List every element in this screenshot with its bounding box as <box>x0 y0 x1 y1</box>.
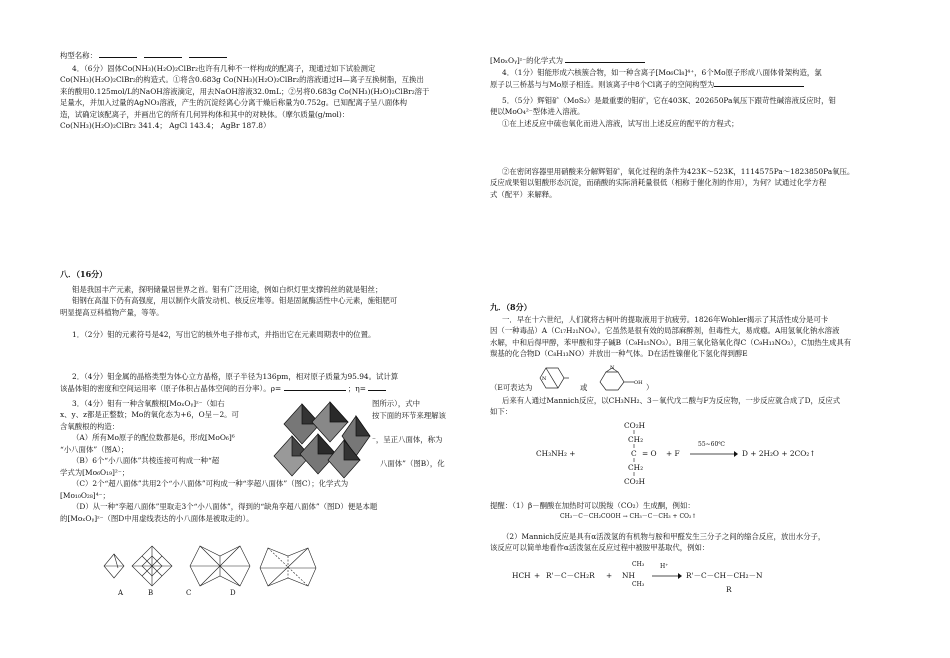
section-9-para-1 <box>490 314 890 360</box>
figure-label-c: C <box>186 589 192 597</box>
hint-2 <box>490 531 890 554</box>
formula-line <box>490 54 890 66</box>
rxn1-product: D + 2H₂O + 2CO₂↑ <box>742 449 816 458</box>
q3-line: x、y、z都是正整数；Mo的氧化态为+6，O呈－2。可 <box>60 410 239 420</box>
eta-blank <box>368 382 386 391</box>
r4-line: 4．（1分）钼能形成六核簇合物，如一种含离子[Mo₆Cl₈]⁴⁺，6个Mo原子形成八面体骨架构造，氯 <box>502 68 822 77</box>
answer-blank <box>99 49 137 58</box>
q4-line: 造，试确定该配离子，并画出它的所有几何异构体和其中的对映体。（摩尔质量(g/mol)： <box>60 109 350 119</box>
answer-blank <box>189 49 227 58</box>
section-8-title: 八．（16分） <box>60 269 108 279</box>
section-9-para-2 <box>490 395 890 418</box>
rxn1-carbonyl-o: = O <box>642 449 657 458</box>
r5-line: 5．（5分）辉钼矿（MoS₂）是最重要的钼矿，它在403K、202650Pa氧压下跟苛性碱溶液反应时，钼 <box>502 96 836 105</box>
s9-or: 或 <box>580 383 588 392</box>
q3-line: [Mo₁₀O₂₈]⁴⁻； <box>60 490 110 500</box>
figure-label-b: B <box>148 589 154 597</box>
rxn1-methylamine: CH₃NH₂ + <box>536 449 576 458</box>
q3-line: （A）所有Mo原子的配位数都是6，形成[MoO₆]⁶ <box>72 433 235 443</box>
q2-line: 2．（4分）钼金属的晶格类型为体心立方晶格，原子半径为136pm，相对原子质量为95.94。试计算 <box>72 372 399 381</box>
hint-1: 提醒：（1）β－酮酸在加热时可以脱羧（CO₂）生成酮，例如： <box>490 501 695 510</box>
rxn1-arrow-icon <box>690 450 738 458</box>
q3-line: （C）2个“超八面体”共用2个“小八面体”可构成一种“孪超八面体”（图C）；化学式为 <box>72 479 349 489</box>
q4-line: Co(NH₃)(H₂O)₂ClBr₂ 341.4； AgCl 143.4； AgBr 187.8） <box>60 121 271 131</box>
q3-line: 含氧酸根的构造： <box>60 421 120 431</box>
intro-line: 明显提高豆科植物产量，等等。 <box>60 307 164 317</box>
s9-line: 如下： <box>490 407 513 417</box>
intro-line: 钼是我国丰产元素，探明储量居世界之首。钼有广泛用途，例如白炽灯里支撑钨丝的就是钼丝； <box>72 285 383 294</box>
hint-2-line: 该反应可以简单地看作α活泼氢在反应过程中被胺甲基取代，例如： <box>490 543 710 553</box>
question-r4 <box>490 67 890 91</box>
rxn1-co2h-top: CO₂H <box>624 421 646 430</box>
svg-text:N: N <box>542 376 547 382</box>
intro-line: 钼钢在高温下仍有高强度，用以制作火箭发动机、核反应堆等。钼是固氮酶活性中心元素，施钼肥可 <box>72 296 398 306</box>
rxn3-catalyst: H⁺ <box>660 563 669 570</box>
section-8-q1: 1．（2分）钼的元素符号是42，写出它的核外电子排布式，并指出它在元素周期表中的位置。 <box>72 330 376 339</box>
rxn3-plus: + <box>534 571 541 580</box>
config-blank <box>714 78 804 87</box>
q3-line: （D）从一种“孪超八面体”里取走3个“小八面体”，得到的“缺角孪超八面体”（图D）便是本题 <box>72 502 378 512</box>
rxn3-plus: + <box>606 571 613 580</box>
r5-line: ①在上述反应中硫也氧化而进入溶液，试写出上述反应的配平的方程式； <box>502 118 739 128</box>
question-r5 <box>490 95 890 129</box>
question-4 <box>60 63 460 132</box>
q3-line: （B）6个“小八面体”共棱连接可构成一种“超 <box>72 456 220 466</box>
rxn1-co2h-bottom: CO₂H <box>624 477 646 486</box>
figure-label-d: D <box>230 589 236 597</box>
formula-blank <box>565 54 645 63</box>
hint-2-line: （2）Mannich反应是具有α活泼氢的有机物与胺和甲醛发生三分子之间的缩合反应，放出水分子， <box>502 532 826 541</box>
structure-name-label: 构型名称： <box>60 51 97 60</box>
s9-e-end: ） <box>646 383 654 392</box>
s9-line: 后来有人通过Mannich反应，以CH₃NH₂、3－氧代戊二酸与F为反应物，一步反应就合成了D，反应式 <box>502 396 841 405</box>
formula-label: [MoₓOᵧ]ᶻ⁻的化学式为 <box>490 56 564 65</box>
decarboxylation-reaction: CH₃－C－CH₂COOH → CH₃－C－CH₃ + CO₂↑ <box>560 513 697 520</box>
q3-line: 3．（4分）钼有一种含氧酸根[MoₓOᵧ]ᶻ⁻（如右 <box>72 399 225 408</box>
q3-right-fragment: 八面体”（图B），化 <box>380 459 445 468</box>
r5-2-line: 反应成果钼以钼酸形态沉淀，而硝酸的实际消耗量很低（相称于催化剂的作用），为何？试通过化学方程 <box>490 178 827 188</box>
answer-blank <box>144 49 182 58</box>
q2-eta-label: ；η= <box>347 384 366 394</box>
q3-line: 学式为[Mo₆O₁₉]²⁻； <box>60 467 130 477</box>
rxn1-plus-f: + F <box>666 449 680 458</box>
section-9-title: 九．（8分） <box>490 302 532 312</box>
q4-line: 足量水，并加入过量的AgNO₃溶液，产生的沉淀经离心分离干燥后称量为0.752g。已知配离子呈八面体构 <box>60 98 408 108</box>
rxn3-formaldehyde: HCH <box>512 571 531 580</box>
r5-2-line: 式（配平）来解释。 <box>490 189 557 199</box>
s9-e-label: （E可表达为 <box>490 383 533 392</box>
tropanol-structure-1 <box>536 364 570 392</box>
q3-line: “小八面体”（图A）； <box>60 444 129 454</box>
svg-text:N: N <box>610 365 615 371</box>
rxn1-condition: 55~60℃ <box>698 441 726 448</box>
rxn1-carbonyl-c: C <box>631 449 637 458</box>
section-8-q2 <box>60 371 460 395</box>
rxn3-methyl: CH₃ <box>632 561 645 568</box>
r4-line: 原子以三桥基与与Mo原子相连。则该离子中8个Cl离子的空间构型为 <box>490 80 715 90</box>
s9-line: 水解，中和后得甲醇，苯甲酸和芽子碱B（C₉H₁₅NO₃）。B用三氧化铬氧化得C（C₉H₁₃NO₃），C加热生成具有 <box>490 337 852 347</box>
rxn3-r-substituent: R <box>726 585 732 594</box>
q3-right-fragment: 按下面的环节来理解该 <box>372 411 446 420</box>
s9-line: 羰基的化合物D（C₈H₁₃NO）并放出一种气体。D在活性镍催化下氢化得到醇E <box>490 349 748 359</box>
figure-label-a: A <box>118 589 124 597</box>
octahedra-cluster-figure <box>272 396 372 481</box>
rxn1-ch2-bottom: CH₂ <box>628 463 644 472</box>
q4-line: 4．（6分）固体Co(NH₃)(H₂O)₂ClBr₂也许有几种不一样构成的配离子，现通过如下试验测定 <box>72 64 376 73</box>
rxn3-methyl: CH₃ <box>632 581 645 588</box>
r5-line: 便以MoO₄²⁻型体进入溶液。 <box>490 107 585 117</box>
density-blank <box>284 382 346 391</box>
rxn3-product: R'－C－CH－CH₂－N <box>686 571 763 580</box>
mannich-reaction-1 <box>490 420 890 492</box>
mannich-reaction-example <box>490 558 890 598</box>
r5-2-line: ②在密闭容器里用硝酸来分解辉钼矿，氧化过程的条件为423K～523K，1114575Pa～1823850Pa氧压。 <box>502 167 855 176</box>
octahedra-figures-abcd <box>100 540 320 592</box>
tropanol-structure-2 <box>594 364 644 392</box>
q2-line: 该晶体钼的密度和空间运用率（原子体积占晶体空间的百分率）。ρ= <box>60 384 282 394</box>
section-8-intro <box>60 284 460 318</box>
svg-text:OH: OH <box>634 380 643 386</box>
q4-line: 来的酸用0.125mol/L的NaOH溶液滴定，用去NaOH溶液32.0mL；②另将0.683g Co(NH₃)(H₂O)₂ClBr₂溶于 <box>60 86 430 96</box>
rxn3-ketone: R'－C－CH₂R <box>546 571 595 580</box>
s9-line: 因（一种毒品）A（C₁₇H₂₁NO₄）。它虽然是很有效的局部麻醉剂，但毒性大，易成瘾。A用氢氧化钠水溶液 <box>490 326 840 336</box>
question-r5-2 <box>490 166 890 200</box>
q3-right-fragment: 图所示），式中 <box>372 399 421 408</box>
structure-name-line <box>60 49 460 61</box>
rxn3-arrow-icon <box>652 572 682 580</box>
rxn3-amine: NH <box>622 571 635 580</box>
q3-line: 的[MoₓOᵧ]ᶻ⁻（图D中用虚线表达的小八面体是被取走的）。 <box>60 513 254 523</box>
q4-line: Co(NH₃)(H₂O)₂ClBr₂的构造式。①将含0.683g Co(NH₃)(H₂O)₂ClBr₂的溶液通过H—离子互换树脂，互换出 <box>60 75 424 85</box>
rxn1-ch2-top: CH₂ <box>628 435 644 444</box>
s9-line: 一．早在十六世纪，人们就将古柯叶的提取液用于抗疲劳。1826年Wohler揭示了其活性成分是可卡 <box>502 315 829 324</box>
rxn1-bonds <box>632 430 636 480</box>
q3-right-fragment: ⁻，呈正八面体，称为 <box>372 435 443 444</box>
